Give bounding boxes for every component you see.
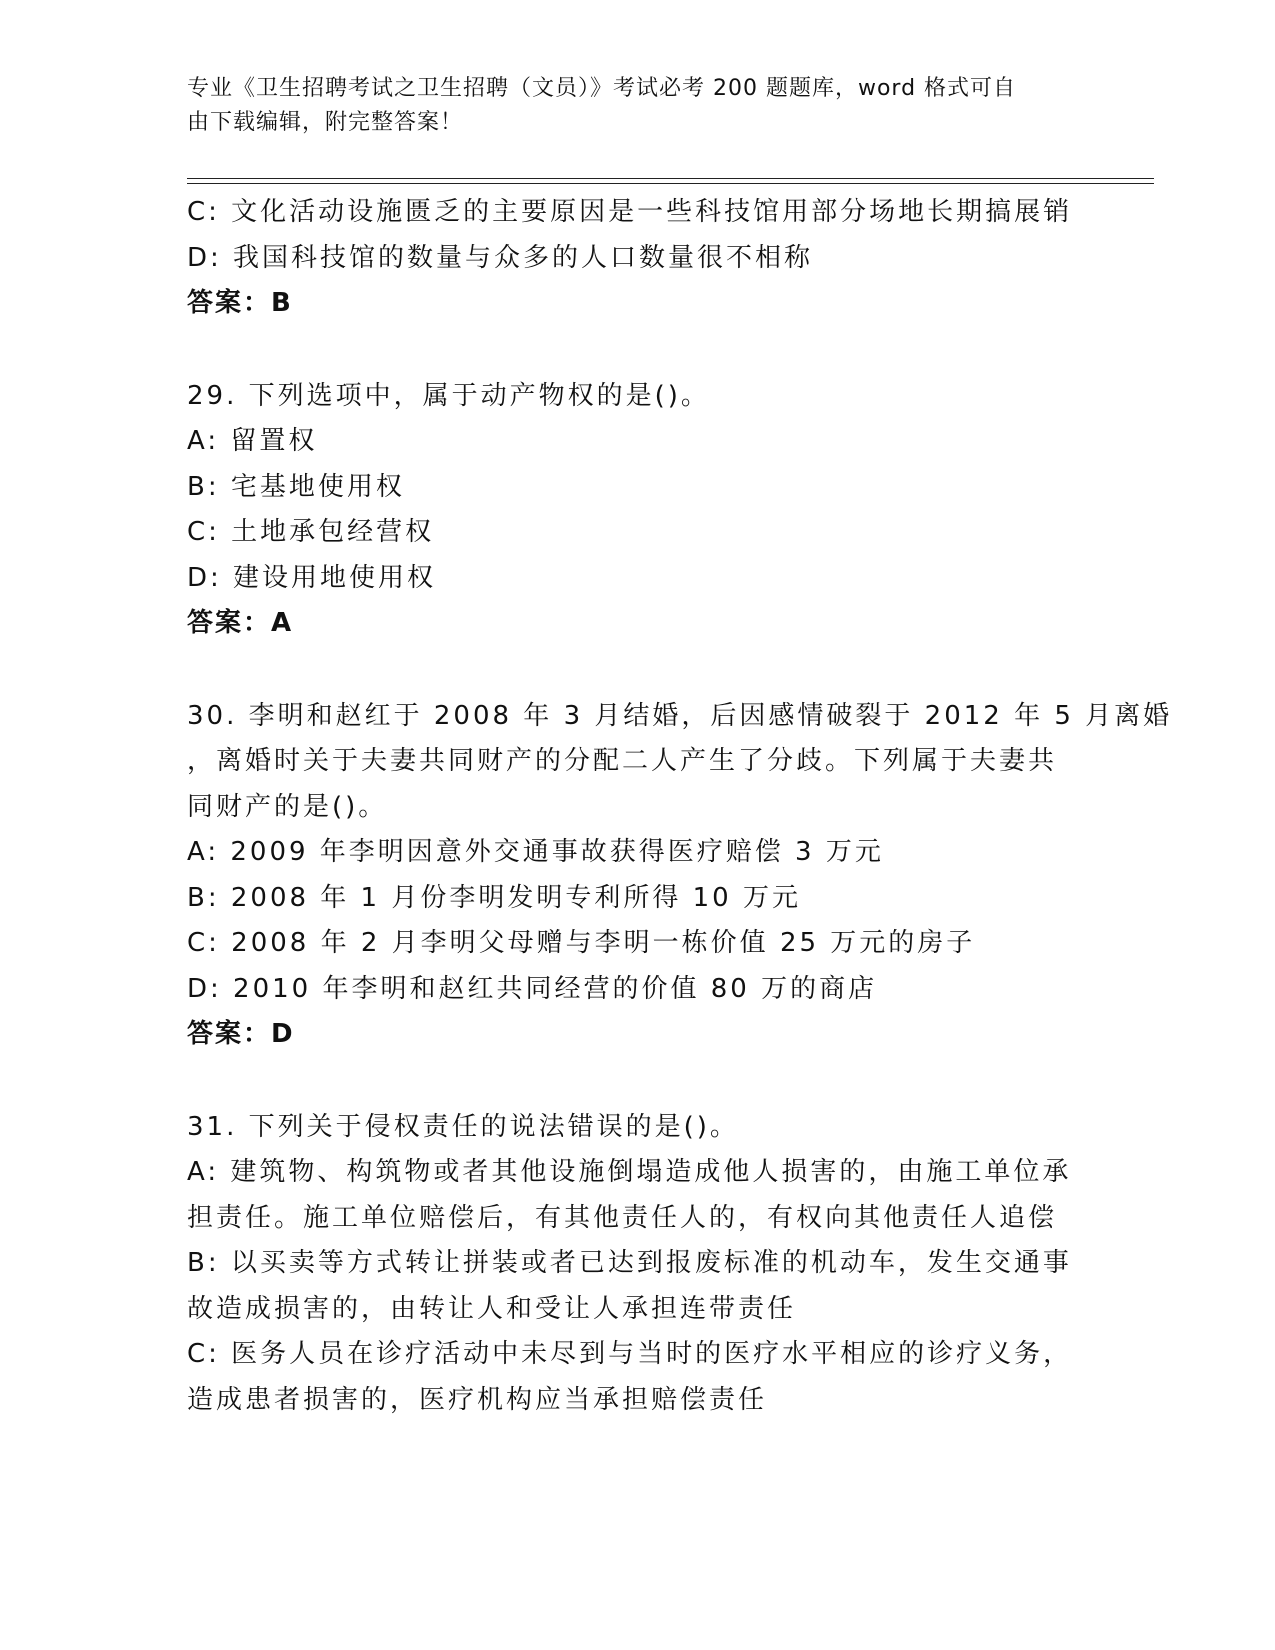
header-line-1: 专业《卫生招聘考试之卫生招聘（文员）》考试必考 200 题题库，word 格式可自	[187, 76, 1017, 101]
question-29	[187, 374, 1087, 647]
option-a: A: 2009 年李明因意外交通事故获得医疗赔偿 3 万元	[187, 837, 884, 867]
option-d: D: 我国科技馆的数量与众多的人口数量很不相称	[187, 242, 814, 273]
answer-line: 答案：B	[187, 288, 293, 318]
option-d: D: 建设用地使用权	[187, 562, 437, 593]
option-c-line-1: C: 医务人员在诊疗活动中未尽到与当时的医疗水平相应的诊疗义务，	[187, 1339, 1073, 1369]
question-30	[187, 694, 1173, 1058]
spacer	[187, 327, 1087, 374]
header-rule-top	[187, 178, 1154, 179]
question-stem-line-1: 30. 李明和赵红于 2008 年 3 月结婚，后因感情破裂于 2012 年 5 月离婚	[187, 700, 1173, 731]
question-stem-line-2: ，离婚时关于夫妻共同财产的分配二人产生了分歧。下列属于夫妻共	[187, 746, 1058, 776]
previous-question	[187, 190, 1087, 327]
question-stem: 31. 下列关于侵权责任的说法错误的是()。	[187, 1111, 739, 1142]
header-line-2: 由下载编辑，附完整答案！	[187, 110, 464, 135]
question-31	[187, 1105, 1087, 1424]
option-c-line-2: 造成患者损害的，医疗机构应当承担赔偿责任	[187, 1384, 768, 1415]
option-b-line-2: 故造成损害的，由转让人和受让人承担连带责任	[187, 1293, 797, 1324]
page-header	[187, 72, 1067, 140]
option-c: C: 土地承包经营权	[187, 517, 435, 547]
answer-line: 答案：A	[187, 608, 294, 638]
option-a-line-1: A: 建筑物、构筑物或者其他设施倒塌造成他人损害的，由施工单位承	[187, 1157, 1072, 1187]
option-c: C: 文化活动设施匮乏的主要原因是一些科技馆用部分场地长期搞展销	[187, 197, 1073, 227]
question-content	[187, 190, 1173, 1423]
option-a-line-2: 担责任。施工单位赔偿后，有其他责任人的，有权向其他责任人追偿	[187, 1202, 1058, 1233]
option-c: C: 2008 年 2 月李明父母赠与李明一栋价值 25 万元的房子	[187, 928, 976, 958]
option-b: B: 2008 年 1 月份李明发明专利所得 10 万元	[187, 882, 801, 913]
option-b-line-1: B: 以买卖等方式转让拼装或者已达到报废标准的机动车，发生交通事	[187, 1248, 1072, 1278]
question-stem: 29. 下列选项中，属于动产物权的是()。	[187, 380, 710, 411]
spacer	[187, 1058, 1087, 1105]
spacer	[187, 647, 1087, 694]
header-rule-bottom	[187, 183, 1154, 184]
question-stem-line-3: 同财产的是()。	[187, 791, 388, 822]
option-a: A: 留置权	[187, 426, 318, 456]
option-d: D: 2010 年李明和赵红共同经营的价值 80 万的商店	[187, 973, 878, 1004]
option-b: B: 宅基地使用权	[187, 471, 405, 502]
answer-line: 答案：D	[187, 1019, 295, 1049]
